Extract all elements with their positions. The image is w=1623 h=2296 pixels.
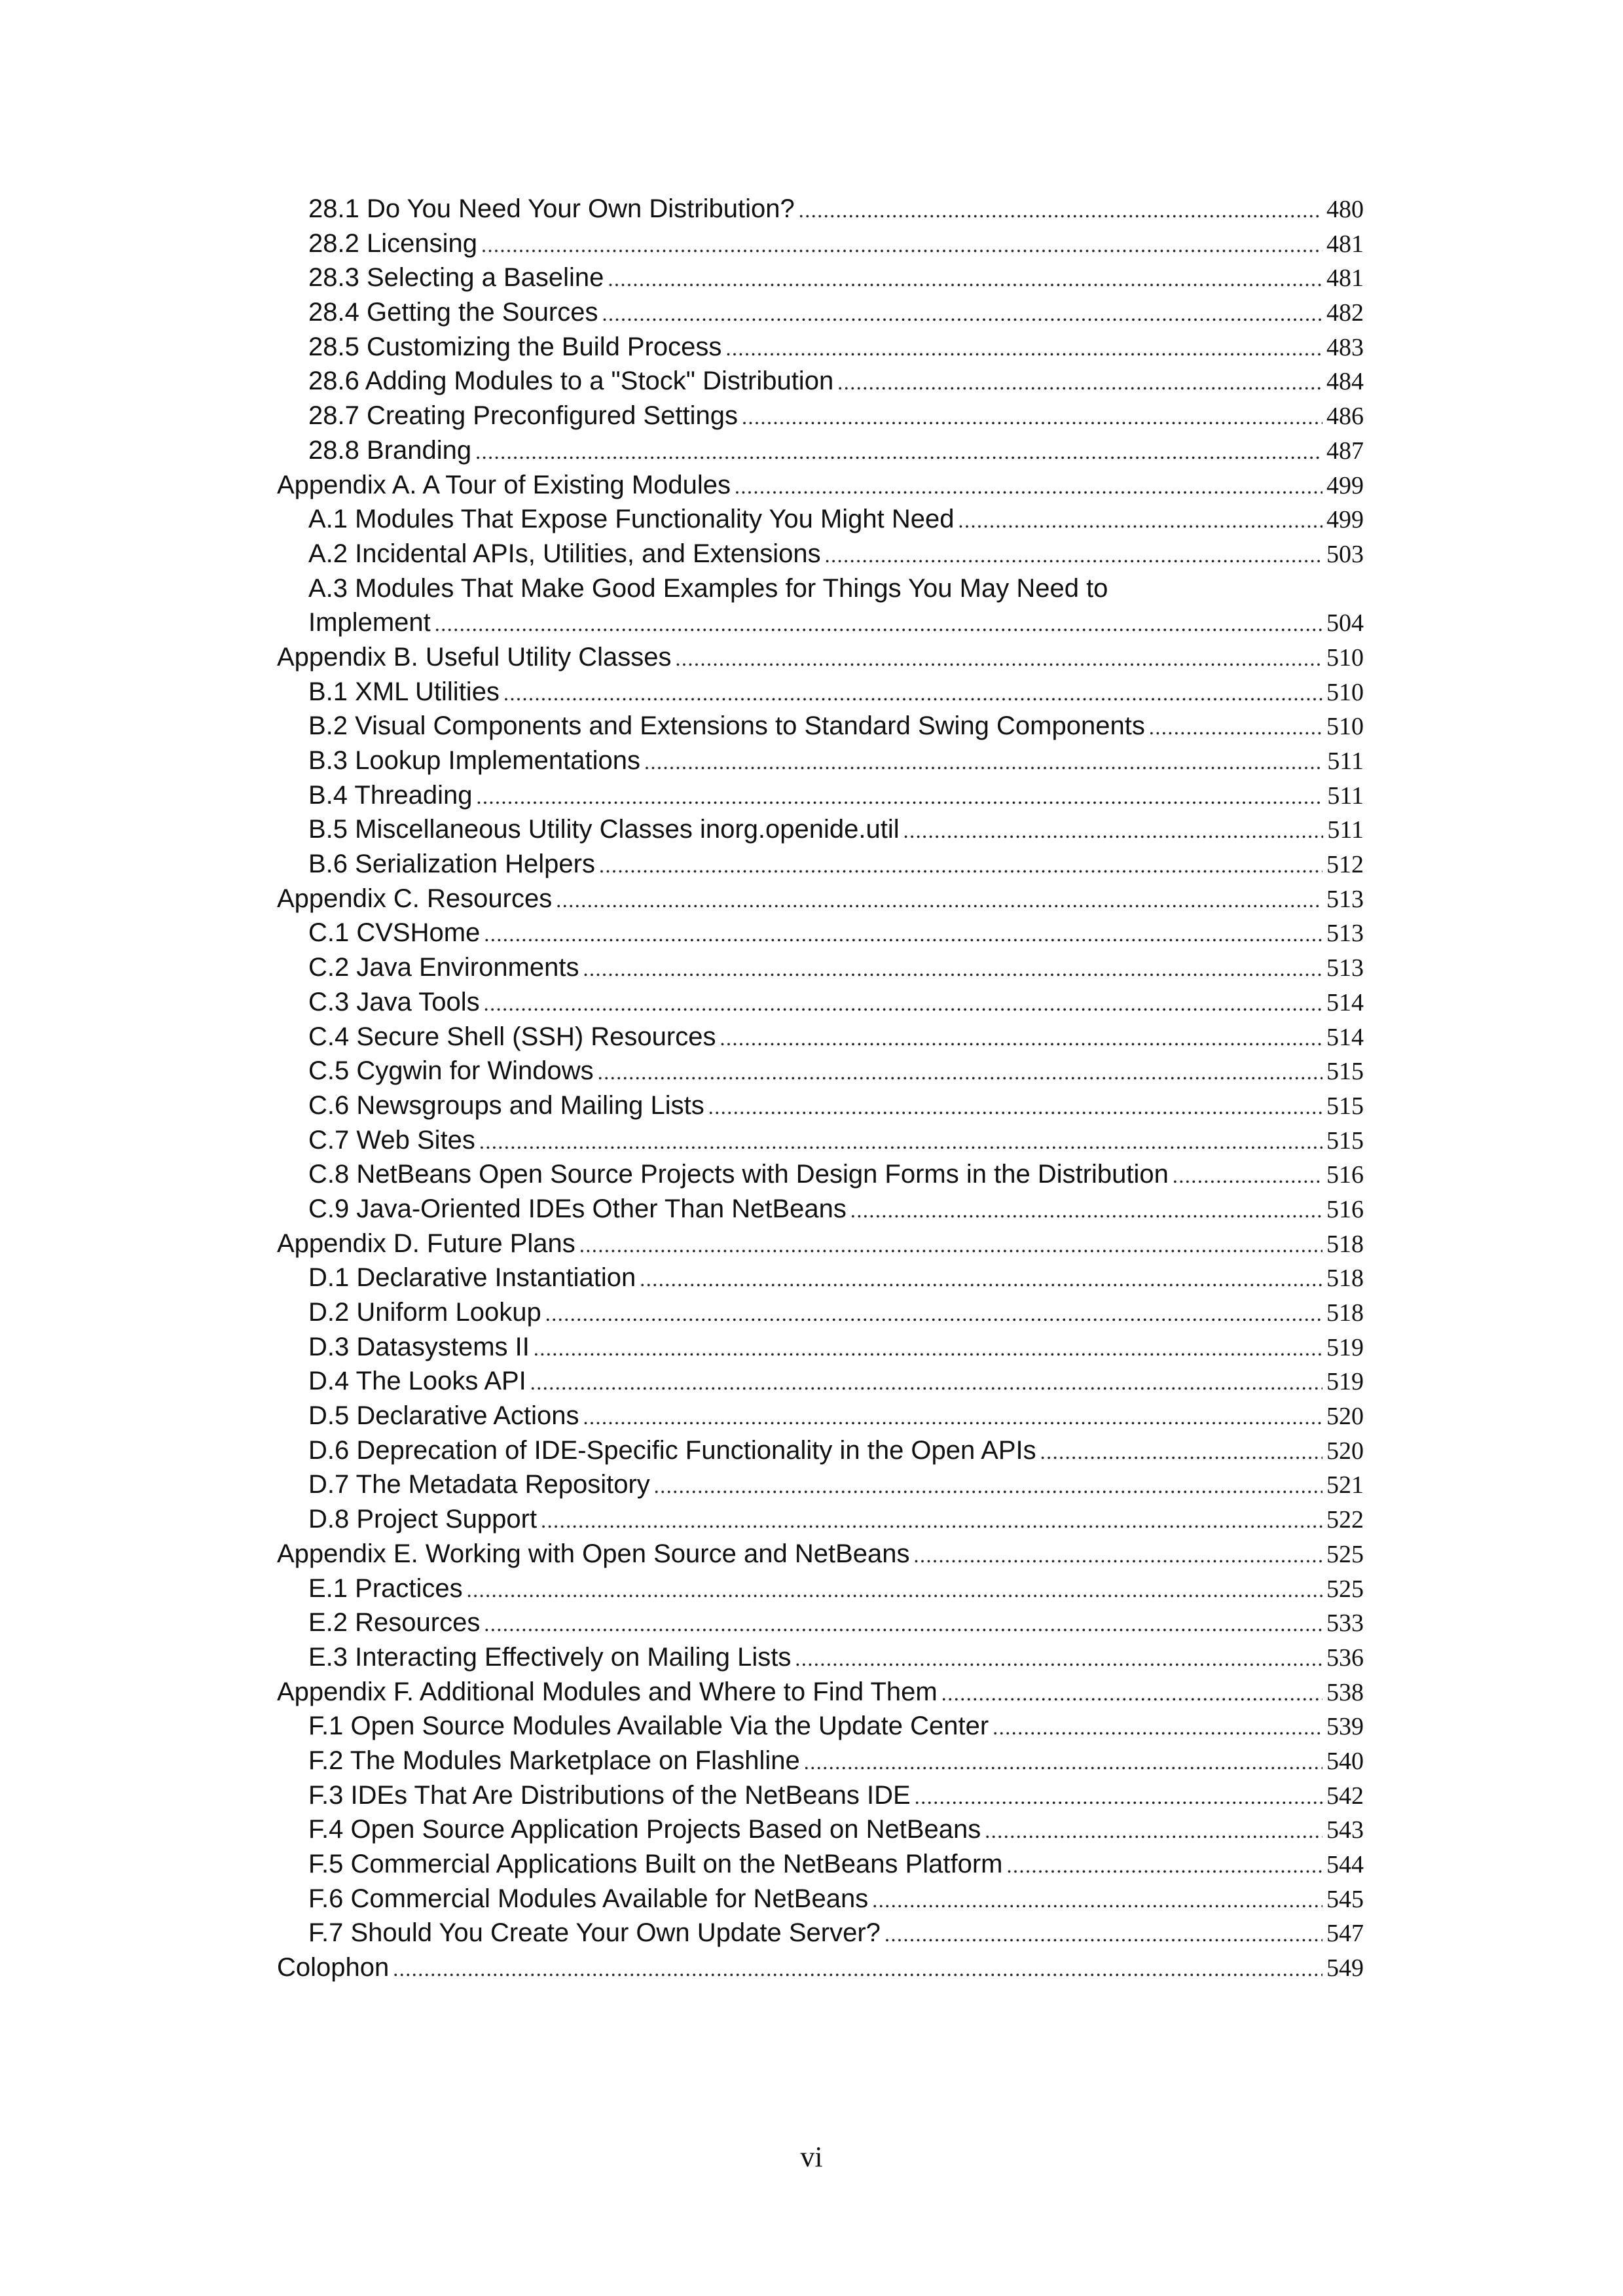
toc-entry-title: D.4 The Looks API (308, 1367, 526, 1396)
toc-entry-title: C.1 CVSHome (308, 918, 481, 948)
toc-section-entry[interactable] (277, 918, 1364, 953)
toc-dot-leader (837, 370, 1322, 395)
toc-section-entry[interactable] (277, 1022, 1364, 1057)
toc-section-entry[interactable] (277, 1401, 1364, 1436)
toc-entry-page: 513 (1326, 920, 1364, 948)
toc-entry-page: 515 (1326, 1092, 1364, 1120)
toc-entry-title: E.2 Resources (308, 1608, 481, 1638)
toc-section-entry[interactable] (277, 1436, 1364, 1471)
toc-dot-leader (804, 1750, 1322, 1774)
toc-entry-title: D.2 Uniform Lookup (308, 1298, 541, 1327)
toc-entry-page: 482 (1326, 299, 1364, 327)
toc-entry-title: 28.3 Selecting a Baseline (308, 263, 604, 293)
toc-entry-page: 481 (1326, 264, 1364, 293)
toc-entry-title: Colophon (277, 1953, 390, 1982)
toc-dot-leader (484, 922, 1322, 946)
toc-dot-leader (915, 1785, 1322, 1809)
toc-entry-page: 499 (1326, 506, 1364, 534)
toc-section-entry[interactable] (277, 988, 1364, 1022)
toc-dot-leader (599, 853, 1322, 878)
toc-section-entry[interactable] (277, 746, 1364, 781)
toc-dot-leader (583, 957, 1322, 981)
toc-entry-page: 549 (1326, 1954, 1364, 1982)
toc-section-entry[interactable] (277, 781, 1364, 816)
toc-section-entry[interactable] (277, 1781, 1364, 1816)
toc-entry-title: 28.5 Customizing the Build Process (308, 332, 722, 361)
toc-entry-title: F.6 Commercial Modules Available for NetBeans (308, 1884, 869, 1913)
toc-section-entry[interactable] (277, 1470, 1364, 1505)
toc-entry-page: 516 (1326, 1161, 1364, 1189)
toc-entry-page: 516 (1326, 1195, 1364, 1223)
toc-entry-page: 544 (1326, 1851, 1364, 1878)
toc-dot-leader (825, 543, 1322, 567)
toc-section-entry[interactable] (277, 1298, 1364, 1333)
toc-entry-page: 539 (1326, 1713, 1364, 1741)
toc-entry-title: F.3 IDEs That Are Distributions of the NetBeans IDE (308, 1780, 911, 1810)
toc-entry-title: F.2 The Modules Marketplace on Flashline (308, 1746, 800, 1775)
toc-section-entry[interactable] (277, 436, 1364, 471)
toc-entry-title: B.3 Lookup Implementations (308, 746, 640, 775)
toc-entry-title: Appendix D. Future Plans (277, 1229, 575, 1258)
toc-dot-leader (903, 819, 1324, 843)
toc-entry-page: 483 (1326, 333, 1364, 361)
toc-section-entry[interactable] (277, 1160, 1364, 1194)
toc-entry-page: 515 (1326, 1126, 1364, 1155)
toc-entry-page: 510 (1326, 678, 1364, 706)
toc-entry-title: 28.6 Adding Modules to a "Stock" Distribution (308, 367, 834, 396)
toc-appendix-entry[interactable] (277, 471, 1364, 505)
toc-entry-title: 28.8 Branding (308, 435, 472, 465)
toc-dot-leader (708, 1095, 1322, 1119)
toc-dot-leader (725, 336, 1322, 361)
toc-section-entry[interactable] (277, 574, 1364, 609)
toc-dot-leader (640, 1267, 1322, 1291)
toc-entry-title: F.5 Commercial Applications Built on the NetBeans Platform (308, 1850, 1003, 1878)
toc-entry-title: C.5 Cygwin for Windows (308, 1056, 594, 1086)
toc-entry-title: B.6 Serialization Helpers (308, 850, 595, 879)
toc-entry-page: 545 (1326, 1885, 1364, 1913)
toc-appendix-entry[interactable] (277, 1539, 1364, 1574)
toc-section-entry[interactable] (277, 1850, 1364, 1884)
toc-dot-leader (884, 1922, 1322, 1946)
toc-entry-page: 515 (1326, 1058, 1364, 1086)
toc-entry-page: 486 (1326, 403, 1364, 431)
toc-entry-page: 512 (1326, 851, 1364, 879)
toc-dot-leader (556, 888, 1322, 912)
toc-entry-title: B.4 Threading (308, 780, 473, 810)
toc-entry-page: 514 (1326, 1023, 1364, 1051)
toc-dot-leader (742, 405, 1322, 429)
toc-dot-leader (583, 1405, 1322, 1429)
toc-dot-leader (958, 509, 1322, 533)
toc-dot-leader (644, 750, 1323, 774)
toc-appendix-entry[interactable] (277, 643, 1364, 677)
table-of-contents (277, 194, 1364, 1988)
toc-entry-page: 504 (1326, 609, 1364, 637)
toc-entry-page: 540 (1326, 1747, 1364, 1775)
toc-entry-page: 538 (1326, 1678, 1364, 1706)
toc-dot-leader (541, 1509, 1322, 1533)
toc-entry-title: Appendix C. Resources (277, 884, 553, 913)
toc-dot-leader (481, 233, 1322, 257)
toc-section-entry[interactable] (277, 677, 1364, 712)
toc-entry-title: B.2 Visual Components and Extensions to Standard Swing Components (308, 711, 1145, 741)
toc-entry-page: 480 (1326, 196, 1364, 223)
toc-dot-leader (602, 302, 1323, 326)
toc-section-entry[interactable] (277, 1367, 1364, 1401)
page-number: vi (800, 2141, 823, 2173)
toc-section-entry[interactable] (277, 332, 1364, 367)
toc-dot-leader (913, 1543, 1322, 1568)
toc-entry-title: C.8 NetBeans Open Source Projects with Design Forms in the Distribution (308, 1160, 1169, 1189)
toc-dot-leader (608, 267, 1322, 291)
toc-section-entry[interactable] (277, 850, 1364, 884)
toc-dot-leader (484, 992, 1322, 1016)
toc-entry-title: F.1 Open Source Modules Available Via the Update Center (308, 1712, 989, 1741)
toc-entry-title: A.3 Modules That Make Good Examples for Things You May Need to (308, 573, 1108, 603)
toc-entry-page: 520 (1326, 1437, 1364, 1465)
toc-entry-title: C.6 Newsgroups and Mailing Lists (308, 1090, 704, 1120)
toc-dot-leader (1173, 1164, 1322, 1188)
toc-dot-leader (479, 1130, 1322, 1154)
toc-entry-page: 503 (1326, 540, 1364, 568)
toc-entry-title: D.8 Project Support (308, 1505, 538, 1534)
toc-section-entry[interactable] (277, 1643, 1364, 1677)
toc-dot-leader (795, 1647, 1322, 1671)
toc-section-entry[interactable] (277, 1126, 1364, 1160)
toc-section-entry[interactable] (277, 1712, 1364, 1746)
toc-section-entry[interactable] (277, 1574, 1364, 1609)
toc-entry-title: C.2 Java Environments (308, 953, 579, 982)
toc-section-entry[interactable] (277, 1056, 1364, 1091)
toc-entry-page: 511 (1327, 781, 1364, 810)
toc-dot-leader (484, 1612, 1322, 1636)
toc-dot-leader (675, 647, 1322, 671)
toc-entry-title: Implement (308, 608, 431, 637)
toc-dot-leader (985, 1819, 1322, 1843)
toc-entry-page: 518 (1326, 1265, 1364, 1293)
toc-entry-title: B.1 XML Utilities (308, 677, 500, 706)
toc-dot-leader (579, 1233, 1322, 1257)
toc-entry-page: 481 (1326, 230, 1364, 258)
toc-dot-leader (534, 1336, 1322, 1361)
toc-dot-leader (1040, 1440, 1322, 1464)
toc-entry-title: F.7 Should You Create Your Own Update Server? (308, 1918, 881, 1948)
toc-dot-leader (530, 1371, 1322, 1395)
toc-dot-leader (1007, 1854, 1323, 1878)
toc-section-entry[interactable] (277, 1608, 1364, 1643)
toc-section-entry[interactable] (277, 953, 1364, 988)
toc-dot-leader (435, 612, 1322, 636)
toc-entry-page: 513 (1326, 954, 1364, 982)
toc-entry-page: 487 (1326, 437, 1364, 465)
toc-dot-leader (475, 440, 1322, 464)
toc-entry-title: Appendix A. A Tour of Existing Modules (277, 470, 731, 499)
toc-entry-page: 518 (1326, 1230, 1364, 1258)
toc-entry-title: A.1 Modules That Expose Functionality You Might Need (308, 505, 955, 534)
toc-section-entry[interactable] (277, 1505, 1364, 1539)
toc-dot-leader (393, 1957, 1322, 1981)
toc-section-entry[interactable] (277, 1333, 1364, 1367)
toc-section-entry[interactable] (277, 1746, 1364, 1781)
toc-appendix-entry[interactable] (277, 1953, 1364, 1988)
toc-dot-leader (654, 1474, 1322, 1498)
toc-entry-page: 484 (1326, 368, 1364, 396)
toc-entry-title: D.3 Datasystems II (308, 1332, 530, 1361)
toc-section-entry[interactable] (277, 298, 1364, 332)
toc-entry-title: 28.2 Licensing (308, 228, 477, 258)
toc-entry-title: D.7 The Metadata Repository (308, 1470, 650, 1499)
toc-entry-title: C.9 Java-Oriented IDEs Other Than NetBeans (308, 1194, 847, 1223)
toc-section-entry[interactable] (277, 1194, 1364, 1229)
toc-dot-leader (799, 198, 1322, 223)
toc-section-entry[interactable] (277, 815, 1364, 850)
toc-entry-title: 28.1 Do You Need Your Own Distribution? (308, 194, 795, 223)
toc-entry-title: E.1 Practices (308, 1573, 463, 1603)
toc-entry-page: 519 (1326, 1368, 1364, 1396)
toc-dot-leader (1149, 715, 1322, 740)
toc-entry-title: 28.7 Creating Preconfigured Settings (308, 401, 738, 431)
toc-entry-page: 547 (1326, 1920, 1364, 1948)
toc-entry-title: D.6 Deprecation of IDE-Specific Functionality in the Open APIs (308, 1435, 1036, 1465)
toc-entry-page: 511 (1327, 816, 1364, 844)
toc-entry-title: C.7 Web Sites (308, 1125, 475, 1155)
toc-dot-leader (850, 1198, 1322, 1223)
toc-entry-title: B.5 Miscellaneous Utility Classes inorg.openide.util (308, 815, 900, 844)
toc-section-entry[interactable] (277, 1884, 1364, 1919)
toc-entry-page: 543 (1326, 1816, 1364, 1844)
toc-entry-page: 525 (1326, 1540, 1364, 1568)
toc-dot-leader (735, 475, 1322, 499)
toc-entry-page: 522 (1326, 1506, 1364, 1534)
toc-section-entry[interactable] (277, 608, 1364, 643)
toc-dot-leader (467, 1578, 1322, 1602)
toc-section-entry[interactable] (277, 1263, 1364, 1298)
toc-dot-leader (545, 1302, 1322, 1326)
toc-entry-page: 536 (1326, 1643, 1364, 1672)
toc-section-entry[interactable] (277, 401, 1364, 436)
toc-entry-title: Appendix F. Additional Modules and Where to Find Them (277, 1677, 938, 1706)
toc-dot-leader (720, 1026, 1322, 1050)
toc-appendix-entry[interactable] (277, 884, 1364, 919)
toc-entry-page: 521 (1326, 1471, 1364, 1499)
toc-section-entry[interactable] (277, 229, 1364, 264)
toc-section-entry[interactable] (277, 711, 1364, 746)
toc-entry-title: Appendix B. Useful Utility Classes (277, 642, 672, 672)
toc-entry-title: C.3 Java Tools (308, 987, 480, 1016)
toc-entry-page: 518 (1326, 1299, 1364, 1327)
toc-appendix-entry[interactable] (277, 1677, 1364, 1712)
toc-dot-leader (872, 1888, 1322, 1912)
toc-section-entry[interactable] (277, 367, 1364, 401)
toc-appendix-entry[interactable] (277, 1229, 1364, 1264)
toc-entry-title: E.3 Interacting Effectively on Mailing Lists (308, 1642, 792, 1672)
toc-dot-leader (993, 1715, 1322, 1740)
toc-section-entry[interactable] (277, 194, 1364, 229)
toc-entry-page: 520 (1326, 1403, 1364, 1431)
toc-entry-page: 510 (1326, 713, 1364, 741)
toc-section-entry[interactable] (277, 539, 1364, 574)
toc-section-entry[interactable] (277, 263, 1364, 298)
toc-entry-page: 542 (1326, 1782, 1364, 1810)
toc-entry-title: A.2 Incidental APIs, Utilities, and Extensions (308, 539, 821, 568)
toc-dot-leader (477, 785, 1324, 809)
toc-section-entry[interactable] (277, 1918, 1364, 1953)
toc-section-entry[interactable] (277, 1091, 1364, 1126)
toc-entry-title: 28.4 Getting the Sources (308, 298, 598, 327)
toc-entry-title: D.5 Declarative Actions (308, 1401, 579, 1431)
toc-entry-page: 499 (1326, 471, 1364, 499)
toc-dot-leader (503, 681, 1322, 706)
toc-entry-page: 513 (1326, 885, 1364, 913)
toc-entry-title: C.4 Secure Shell (SSH) Resources (308, 1022, 716, 1051)
toc-entry-title: D.1 Declarative Instantiation (308, 1263, 636, 1293)
toc-entry-page: 510 (1326, 643, 1364, 672)
toc-entry-page: 511 (1327, 747, 1364, 775)
toc-section-entry[interactable] (277, 505, 1364, 539)
toc-entry-page: 533 (1326, 1609, 1364, 1638)
toc-entry-page: 519 (1326, 1333, 1364, 1361)
toc-entry-page: 514 (1326, 988, 1364, 1016)
toc-entry-title: F.4 Open Source Application Projects Based on NetBeans (308, 1815, 981, 1844)
toc-entry-title: Appendix E. Working with Open Source and NetBeans (277, 1539, 910, 1568)
toc-section-entry[interactable] (277, 1815, 1364, 1850)
toc-entry-page: 525 (1326, 1575, 1364, 1603)
toc-dot-leader (941, 1681, 1322, 1706)
toc-dot-leader (598, 1060, 1322, 1085)
